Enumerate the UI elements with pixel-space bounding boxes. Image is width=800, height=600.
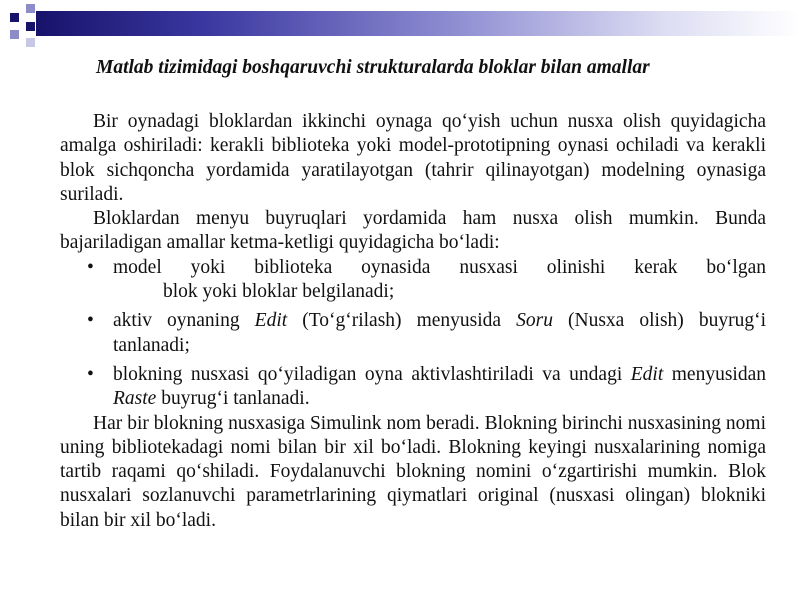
bullet-dot: •: [87, 363, 94, 385]
copy-command-name: Soru: [516, 310, 553, 332]
bullet-3-text-2: menyusidan: [663, 363, 766, 385]
bullet-item-2: [60, 309, 766, 358]
bullet-1-line-2: blok yoki bloklar belgilanadi;: [163, 281, 395, 303]
decor-square-4: [10, 30, 19, 39]
edit-menu-name: Edit: [630, 363, 664, 385]
bullet-item-1: [60, 256, 766, 305]
decor-square-5: [26, 38, 35, 47]
decor-square-1: [10, 13, 19, 22]
bullet-dot: •: [87, 310, 94, 332]
slide-title: Matlab tizimidagi boshqaruvchi strukturalarda bloklar bilan amallar: [96, 57, 650, 78]
decor-square-2: [26, 4, 35, 13]
bullet-2-text-3: (Nusxa olish) buyrug‘i tanlanadi;: [113, 310, 766, 356]
bullet-dot: •: [87, 256, 94, 278]
bullet-1-line-1: model yoki biblioteka oynasida nusxasi olinishi kerak bo‘lgan: [113, 256, 766, 278]
header-gradient-bar: [36, 11, 800, 36]
bullet-3-text-1: blokning nusxasi qo‘yiladigan oyna aktivlashtiriladi va undagi: [113, 363, 631, 385]
paragraph-3: Har bir blokning nusxasiga Simulink nom beradi. Blokning birinchi nusxasining nomi uning bibliotekadagi nomi bilan bir xil bo‘ladi. Blokning keyingi nusxalarining nomiga tartib raqami qo‘shiladi. Foydalanuvchi blokning nomini o‘zgartirishi mumkin. Blok nusxalari sozlanuvchi parametrlarining qiymatlari original (nusxasi olingan) blokniki bilan bir xil bo‘ladi.: [60, 412, 766, 531]
bullet-item-3: [60, 363, 766, 412]
paragraph-2: Bloklardan menyu buyruqlari yordamida ham nusxa olish mumkin. Bunda bajariladigan amallar ketma-ketligi quyidagicha bo‘ladi:: [60, 208, 766, 254]
decor-square-3: [26, 22, 35, 31]
bullet-3-text-3: buyrug‘i tanlanadi.: [156, 388, 310, 410]
bullet-2-text-2: (To‘g‘rilash) menyusida: [287, 310, 517, 332]
paste-command-name: Raste: [113, 388, 157, 410]
paragraph-1: Bir oynadagi bloklardan ikkinchi oynaga qo‘yish uchun nusxa olish quyidagicha amalga oshiriladi: kerakli biblioteka yoki model-prototipning oynasi ochiladi va kerakli blok sichqoncha yordamida yaratilayotgan (tahrir qilinayotgan) modelning oynasiga suriladi.: [60, 111, 766, 205]
slide-body: [60, 110, 766, 533]
edit-menu-name: Edit: [254, 310, 288, 332]
bullet-2-text-1: aktiv oynaning: [113, 310, 255, 332]
